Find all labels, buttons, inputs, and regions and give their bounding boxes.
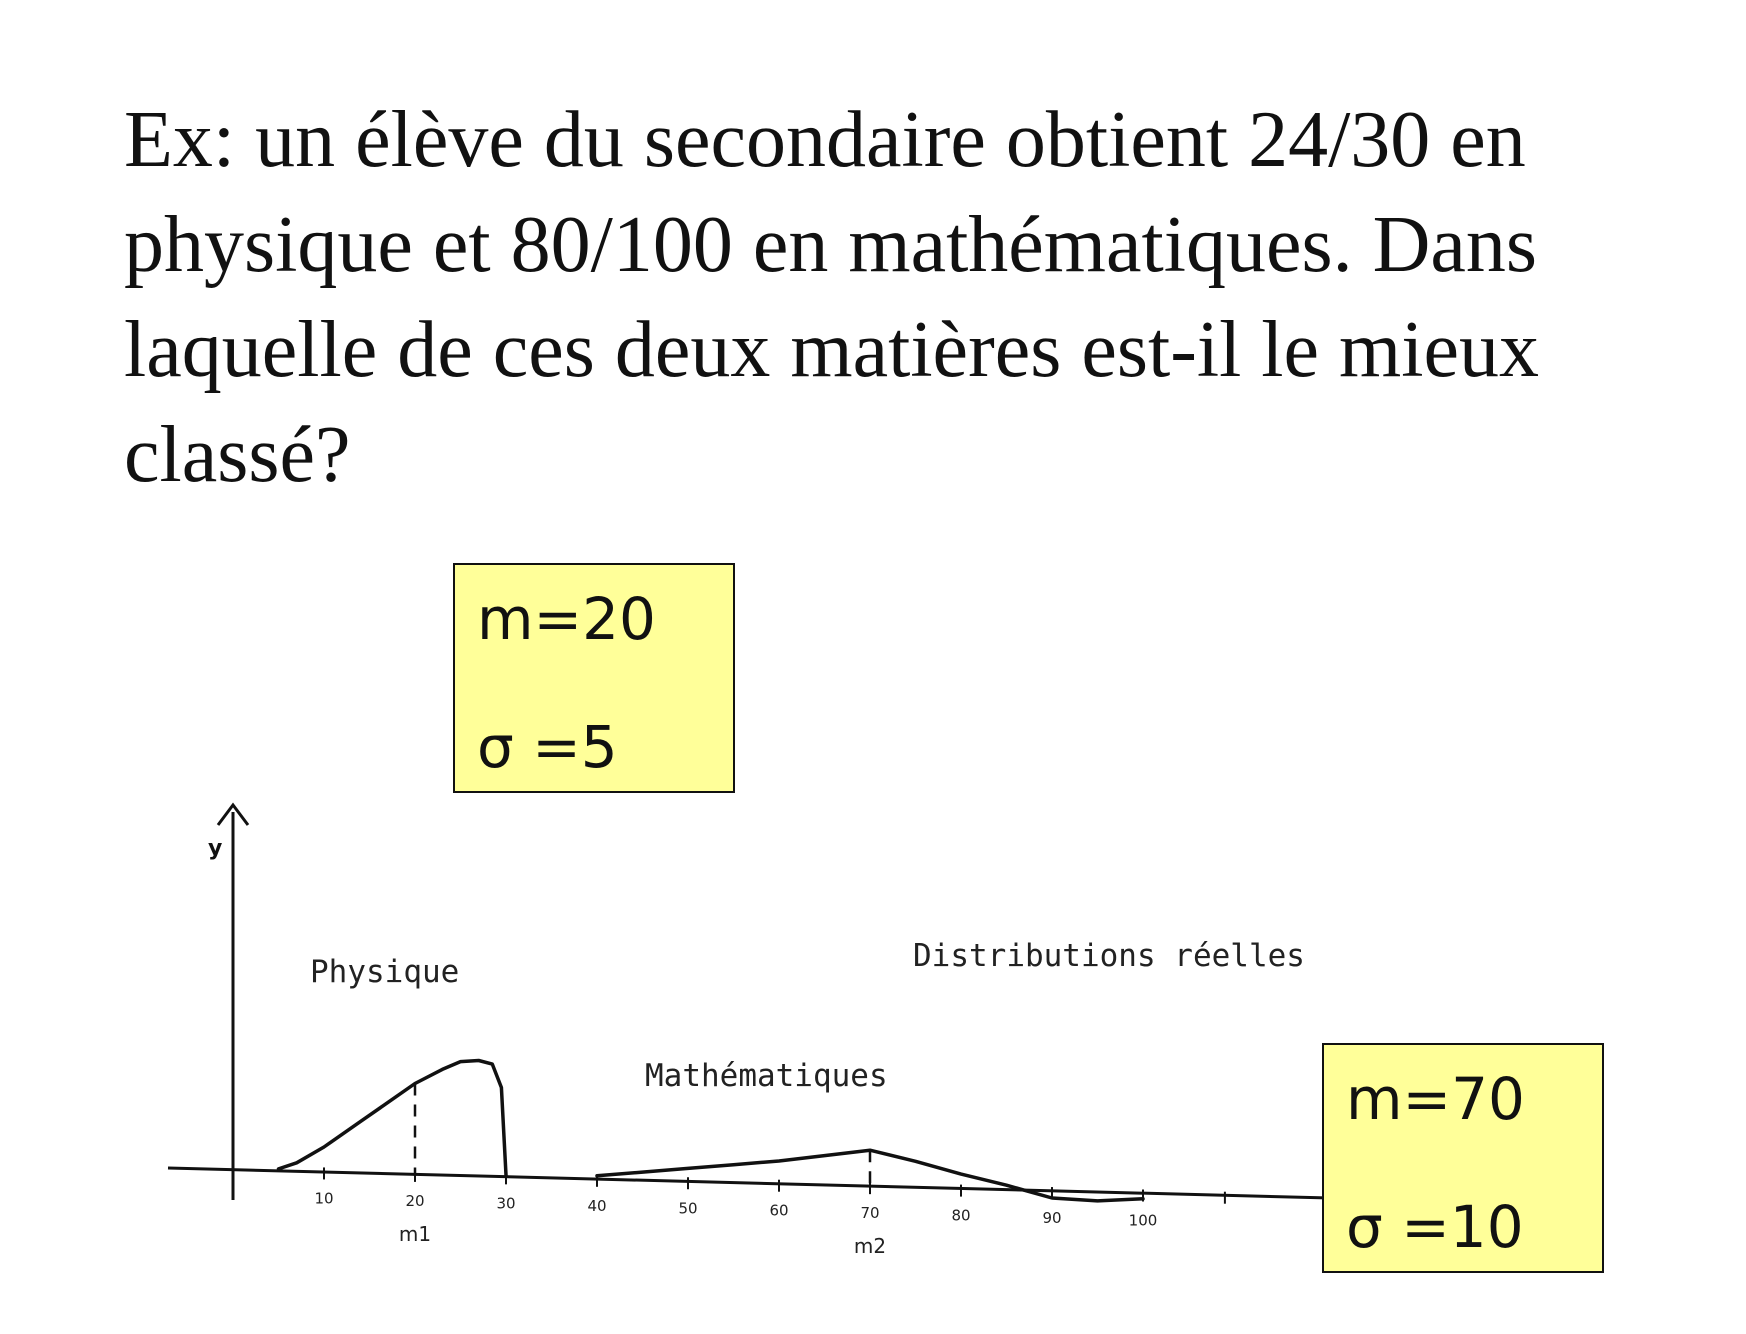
series-line-physique [279,1061,507,1176]
y-axis-label: y [208,836,223,861]
math-stats-box [1322,1043,1604,1273]
x-axis [168,1168,1330,1198]
question-text: Ex: un élève du secondaire obtient 24/30 en physique et 80/100 en mathématiques. Dans laquelle de ces deux matières est-il le mieux classé? [124,96,1539,499]
math-mean: m=70 [1346,1065,1525,1133]
physique-series-label: Physique [310,954,460,990]
x-tick-label-100: 100 [1128,1211,1158,1230]
x-tick-label-60: 60 [769,1201,789,1220]
x-tick-label-90: 90 [1042,1209,1062,1228]
x-tick-label-70: 70 [860,1204,880,1223]
math-series-label: Mathématiques [645,1058,888,1094]
mean-marker-label-m1: m1 [398,1221,432,1246]
x-tick-label-40: 40 [587,1196,607,1215]
physique-mean: m=20 [477,585,656,653]
physique-stats-box [453,563,735,793]
chart-axes [168,805,1330,1200]
annotation-distributions: Distributions réelles [913,938,1305,974]
x-tick-label-50: 50 [678,1199,698,1218]
x-tick-label-30: 30 [496,1194,516,1213]
mean-marker-label-m2: m2 [853,1234,887,1259]
physique-sd: σ =5 [477,713,618,781]
x-tick-label-80: 80 [951,1206,971,1225]
x-tick-label-20: 20 [405,1191,425,1210]
x-tick-label-10: 10 [314,1189,334,1208]
math-sd: σ =10 [1346,1193,1524,1261]
